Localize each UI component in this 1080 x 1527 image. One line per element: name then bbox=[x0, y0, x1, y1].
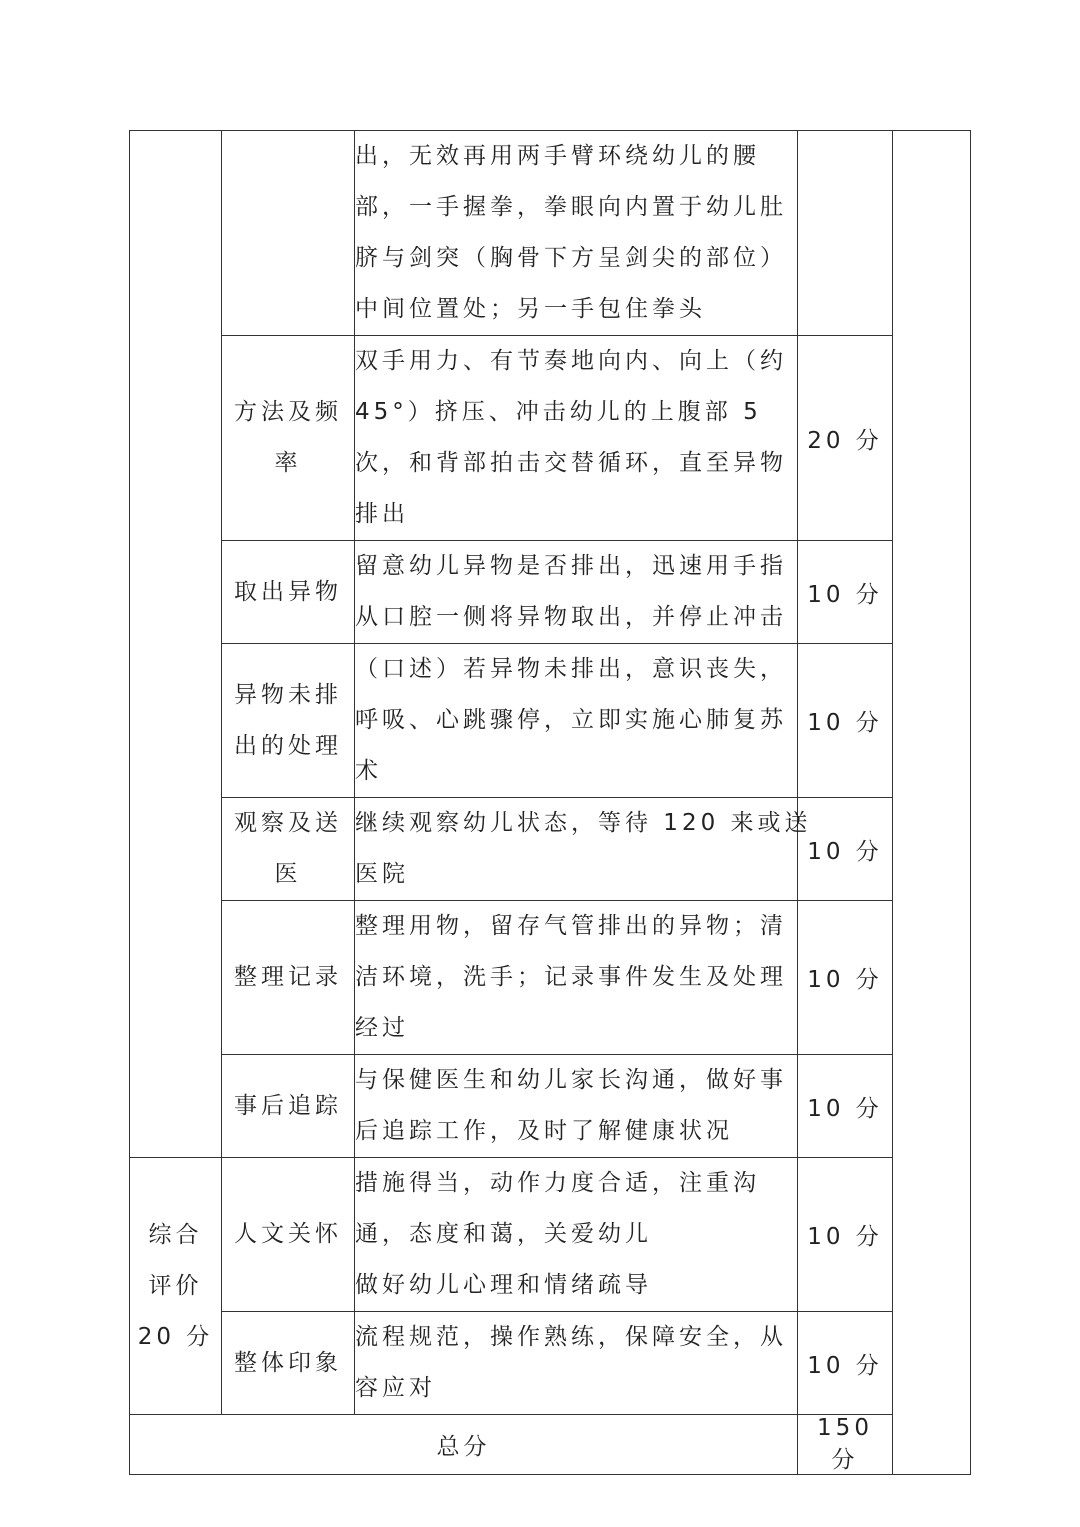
desc-cell: 双手用力、有节奏地向内、向上（约 45°）挤压、冲击幼儿的上腹部 5 次，和背部拍击交替循环，直至异物 排出 bbox=[355, 336, 798, 541]
score-cell: 10 分 bbox=[798, 644, 893, 798]
score-cell bbox=[798, 131, 893, 336]
scoring-table bbox=[129, 130, 971, 1475]
item-cell: 整体印象 bbox=[222, 1312, 355, 1415]
item-cell: 观察及送 医 bbox=[222, 798, 355, 901]
score-cell: 10 分 bbox=[798, 541, 893, 644]
total-row bbox=[130, 1415, 971, 1475]
table-row bbox=[130, 336, 971, 541]
total-label: 总分 bbox=[130, 1415, 798, 1475]
table-row bbox=[130, 901, 971, 1055]
total-score: 150 分 bbox=[798, 1415, 893, 1475]
score-cell: 10 分 bbox=[798, 1312, 893, 1415]
item-cell: 人文关怀 bbox=[222, 1158, 355, 1312]
score-cell: 20 分 bbox=[798, 336, 893, 541]
desc-cell: 流程规范，操作熟练，保障安全，从 容应对 bbox=[355, 1312, 798, 1415]
item-cell: 异物未排 出的处理 bbox=[222, 644, 355, 798]
desc-cell: （口述）若异物未排出，意识丧失， 呼吸、心跳骤停，立即实施心肺复苏 术 bbox=[355, 644, 798, 798]
desc-cell: 与保健医生和幼儿家长沟通，做好事 后追踪工作，及时了解健康状况 bbox=[355, 1055, 798, 1158]
desc-cell: 留意幼儿异物是否排出，迅速用手指 从口腔一侧将异物取出，并停止冲击 bbox=[355, 541, 798, 644]
item-cell: 方法及频 率 bbox=[222, 336, 355, 541]
score-cell: 10 分 bbox=[798, 1158, 893, 1312]
item-cell: 事后追踪 bbox=[222, 1055, 355, 1158]
desc-cell: 整理用物，留存气管排出的异物；清 洁环境，洗手；记录事件发生及处理 经过 bbox=[355, 901, 798, 1055]
desc-cell: 出，无效再用两手臂环绕幼儿的腰 部，一手握拳，拳眼向内置于幼儿肚 脐与剑突（胸骨下方呈剑尖的部位） 中间位置处；另一手包住拳头 bbox=[355, 131, 798, 336]
table-row bbox=[130, 1158, 971, 1312]
score-cell: 10 分 bbox=[798, 1055, 893, 1158]
table-row bbox=[130, 1312, 971, 1415]
category-cell: 综合 评价 20 分 bbox=[130, 1158, 222, 1415]
desc-cell: 措施得当，动作力度合适，注重沟 通，态度和蔼，关爱幼儿 做好幼儿心理和情绪疏导 bbox=[355, 1158, 798, 1312]
table-row bbox=[130, 1055, 971, 1158]
remarks-column bbox=[893, 131, 971, 1475]
table-row bbox=[130, 131, 971, 336]
score-cell: 10 分 bbox=[798, 798, 893, 901]
score-cell: 10 分 bbox=[798, 901, 893, 1055]
table-row bbox=[130, 644, 971, 798]
table-row bbox=[130, 798, 971, 901]
table-row bbox=[130, 541, 971, 644]
item-cell: 整理记录 bbox=[222, 901, 355, 1055]
category-cell-empty bbox=[130, 131, 222, 1158]
item-cell: 取出异物 bbox=[222, 541, 355, 644]
desc-cell: 继续观察幼儿状态，等待 120 来或送 医院 bbox=[355, 798, 798, 901]
item-cell bbox=[222, 131, 355, 336]
